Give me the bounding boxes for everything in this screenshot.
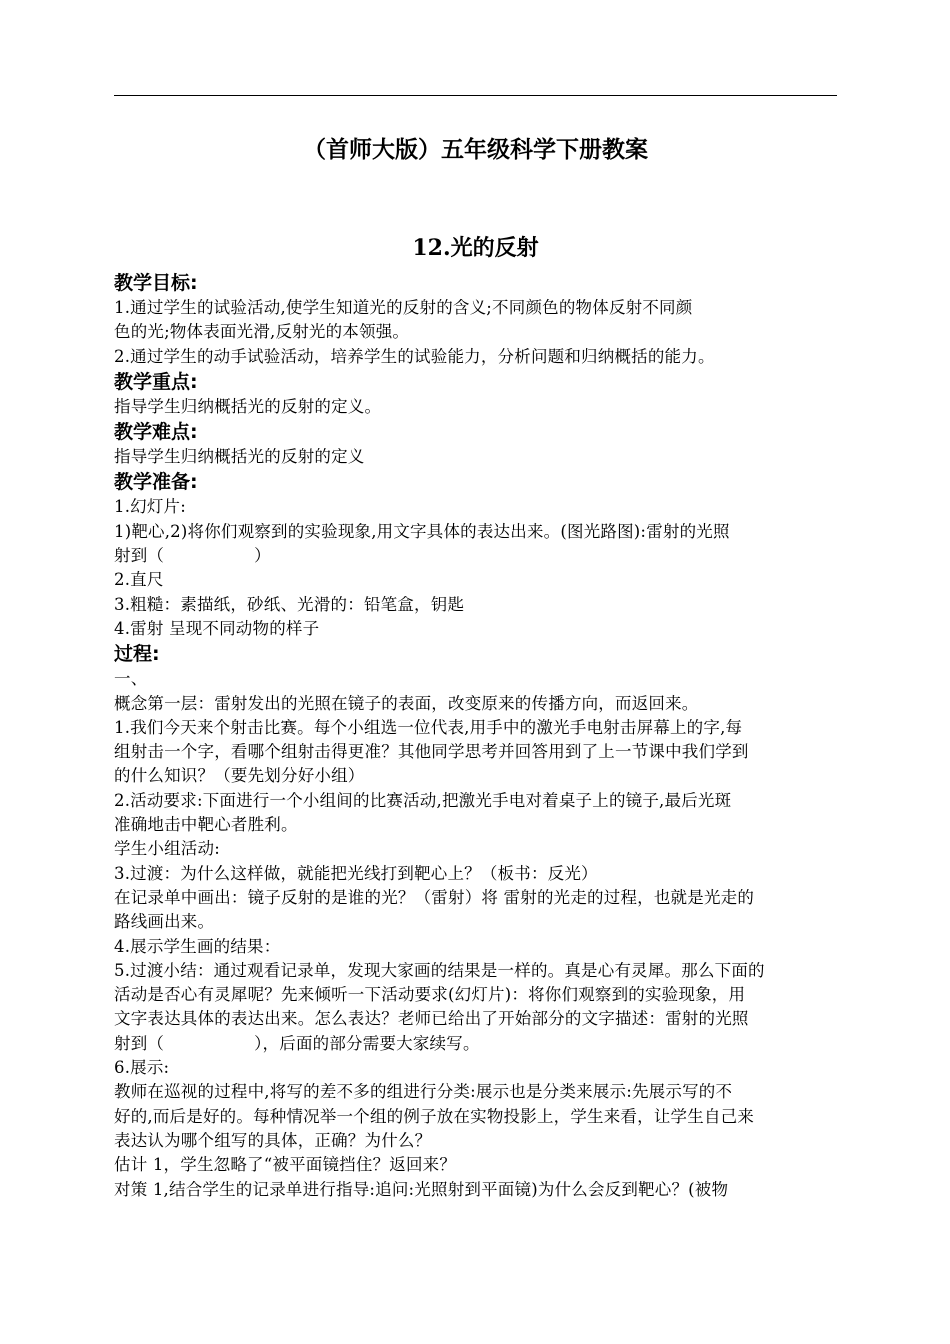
- paragraph-line: 估计 1，学生忽略了“被平面镜挡住？返回来？: [114, 1155, 457, 1175]
- text-span: ），后面的部分需要大家续写。: [254, 1033, 480, 1053]
- paragraph-line: 路线画出来。: [114, 912, 215, 932]
- paragraph-line: [114, 1032, 837, 1056]
- document-body: [114, 270, 837, 1202]
- section-heading-key-points: 教学重点:: [114, 370, 198, 393]
- section-heading-preparation: 教学准备:: [114, 471, 198, 494]
- list-item: 4.雷射 呈现不同动物的样子: [114, 618, 320, 638]
- paragraph-line: 准确地击中靶心者胜利。: [114, 815, 298, 835]
- paragraph-line: 1.我们今天来个射击比赛。每个小组选一位代表,用手中的激光手电射击屏幕上的字,每: [114, 717, 743, 737]
- paragraph-line: 色的光;物体表面光滑,反射光的本领强。: [114, 322, 410, 342]
- text-span: 射到（: [114, 1033, 165, 1053]
- paragraph-line: 组射击一个字，看哪个组射击得更准？其他同学思考并回答用到了上一节课中我们学到: [114, 742, 749, 762]
- paragraph-line: 4.展示学生画的结果：: [114, 936, 281, 956]
- paragraph-line: 表达认为哪个组写的具体，正确？为什么？: [114, 1130, 432, 1150]
- list-item: 3.粗糙：素描纸，砂纸、光滑的：铅笔盒，钥匙: [114, 594, 465, 614]
- paragraph-line: 活动是否心有灵犀呢？先来倾听一下活动要求(幻灯片)：将你们观察到的实验现象，用: [114, 985, 746, 1005]
- paragraph-line: 对策 1,结合学生的记录单进行指导:追问:光照射到平面镜)为什么会反到靶心？(被物: [114, 1179, 729, 1199]
- paragraph-line: 1)靶心,2)将你们观察到的实验现象,用文字具体的表达出来。(图光路图):雷射的光照: [114, 521, 730, 541]
- paragraph-line: [114, 544, 837, 568]
- text-span: 射到（: [114, 546, 165, 566]
- section-heading-process: 过程:: [114, 643, 160, 666]
- paragraph-line: 2.活动要求:下面进行一个小组间的比赛活动,把激光手电对着桌子上的镜子,最后光斑: [114, 790, 732, 810]
- paragraph-line: 在记录单中画出：镜子反射的是谁的光？（雷射）将 雷射的光走的过程，也就是光走的: [114, 887, 755, 907]
- list-item: 2.直尺: [114, 570, 164, 590]
- document-title: （首师大版）五年级科学下册教案: [303, 136, 648, 163]
- list-item: 1.幻灯片:: [114, 497, 187, 517]
- header-rule: [114, 95, 837, 96]
- paragraph-line: 学生小组活动:: [114, 839, 220, 859]
- section-heading-difficulty: 教学难点:: [114, 421, 198, 444]
- paragraph-line: 一、: [114, 669, 148, 689]
- lesson-title: 12.光的反射: [412, 235, 539, 261]
- paragraph-line: 6.展示:: [114, 1058, 170, 1078]
- text-span: ）: [254, 546, 271, 566]
- paragraph-line: 文字表达具体的表达出来。怎么表达？老师已给出了开始部分的文字描述：雷射的光照: [114, 1009, 749, 1029]
- paragraph-line: 1.通过学生的试验活动,使学生知道光的反射的含义;不同颜色的物体反射不同颜: [114, 298, 693, 317]
- paragraph-line: 3.过渡：为什么这样做，就能把光线打到靶心上？（板书：反光）: [114, 863, 598, 883]
- paragraph-line: 的什么知识？（要先划分好小组）: [114, 766, 365, 786]
- paragraph-line: 好的,而后是好的。每种情况举一个组的例子放在实物投影上，学生来看，让学生自己来: [114, 1106, 755, 1126]
- paragraph-line: 概念第一层：雷射发出的光照在镜子的表面，改变原来的传播方向，而返回来。: [114, 693, 699, 713]
- paragraph-line: 指导学生归纳概括光的反射的定义: [114, 447, 365, 467]
- section-heading-goals: 教学目标:: [114, 272, 198, 294]
- paragraph-line: 教师在巡视的过程中,将写的差不多的组进行分类:展示也是分类来展示:先展示写的不: [114, 1082, 733, 1102]
- paragraph-line: 指导学生归纳概括光的反射的定义。: [114, 396, 382, 416]
- paragraph-line: 2.通过学生的动手试验活动，培养学生的试验能力，分析问题和归纳概括的能力。: [114, 346, 715, 366]
- paragraph-line: 5.过渡小结：通过观看记录单，发现大家画的结果是一样的。真是心有灵犀。那么下面的: [114, 960, 765, 980]
